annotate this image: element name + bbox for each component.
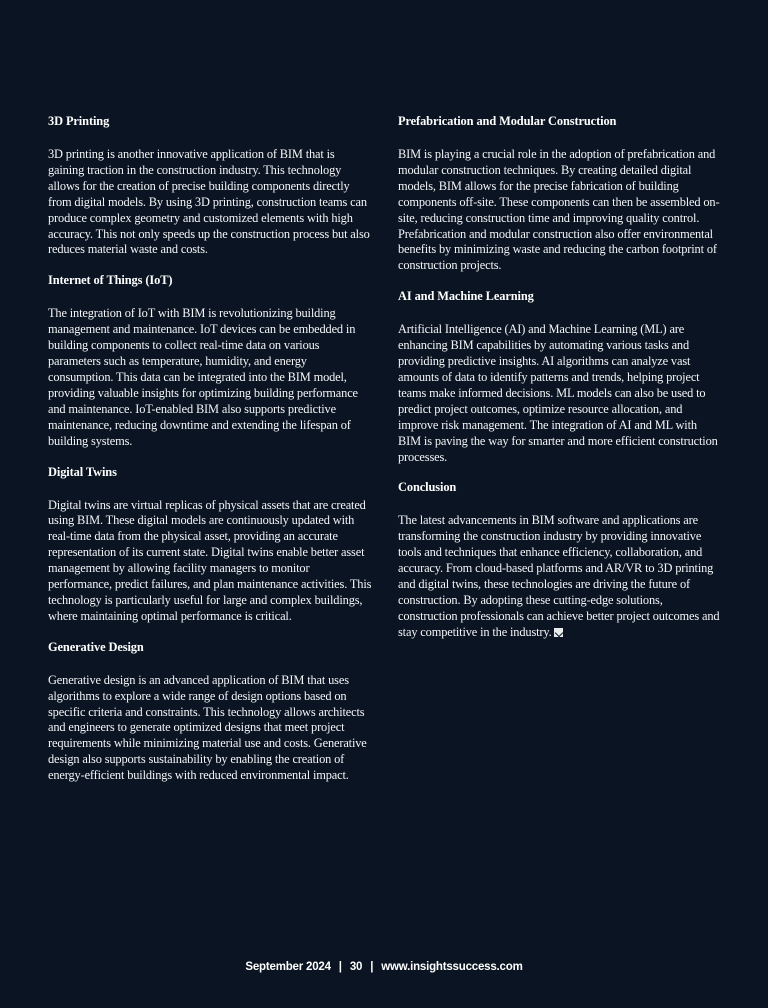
- section-conclusion: [398, 479, 722, 640]
- section-heading: Conclusion: [398, 480, 457, 495]
- section-heading: Digital Twins: [48, 464, 117, 479]
- section-3d-printing: [48, 113, 372, 258]
- section-heading: 3D Printing: [48, 114, 110, 128]
- section-generative-design: [48, 639, 372, 784]
- footer-date: September 2024: [245, 961, 331, 973]
- section-iot: [48, 272, 372, 449]
- section-heading: Internet of Things (IoT): [48, 273, 173, 288]
- section-body: 3D printing is another innovative application of BIM that is gaining traction in the construction industry. This technology allows for the creation of precise building components directly from digital models. By using 3D printing, construction teams can produce complex geometry and customized elements with high accuracy. This not only speeds up the construction process but also reduces material waste and costs.: [48, 147, 370, 257]
- section-body: Artificial Intelligence (AI) and Machine Learning (ML) are enhancing BIM capabilities by automating various tasks and providing predictive insights. AI algorithms can analyze vast amounts of data to identify patterns and trends, helping project teams make informed decisions. ML models can also be used to predict project outcomes, optimize resource allocation, and improve risk management. The integration of AI and ML with BIM is paving the way for smarter and more efficient construction processes.: [398, 322, 718, 464]
- page-number: 30: [349, 961, 363, 973]
- conclusion-text: The latest advancements in BIM software and applications are transforming the construction industry by providing innovative tools and techniques that enhance efficiency, collaboration, and accuracy. From cloud-based platforms and AR/VR to 3D printing and digital twins, these technologies are driving the future of construction. By adopting these cutting-edge solutions, construction professionals can achieve better project outcomes and stay competitive in the industry.: [398, 513, 720, 639]
- section-ai-ml: [398, 288, 722, 465]
- article-end-icon: [554, 628, 563, 637]
- left-column: [48, 113, 372, 798]
- section-body: [398, 513, 722, 640]
- footer-separator: |: [338, 961, 342, 973]
- section-body: The integration of IoT with BIM is revolutionizing building management and maintenance. IoT devices can be embedded in building components to collect real-time data on various parameters such as temperature, humidity, and energy consumption. This data can be integrated into the BIM model, providing valuable insights for optimizing building performance and maintenance. IoT-enabled BIM also supports predictive maintenance, reducing downtime and extending the lifespan of building systems.: [48, 306, 358, 448]
- section-digital-twins: [48, 464, 372, 625]
- section-heading: Generative Design: [48, 639, 144, 654]
- section-heading: AI and Machine Learning: [398, 289, 534, 304]
- section-body: Digital twins are virtual replicas of physical assets that are created using BIM. These digital models are continuously updated with real-time data from the physical asset, providing an accurate representation of its current state. Digital twins enable better asset management by allowing facility managers to monitor performance, predict failures, and plan maintenance activities. This technology is particularly useful for large and complex buildings, where maintaining optimal performance is critical.: [48, 497, 372, 623]
- section-heading: Prefabrication and Modular Construction: [398, 114, 617, 128]
- footer-website: www.insightssuccess.com: [381, 961, 523, 973]
- right-column: [398, 113, 722, 655]
- section-body: BIM is playing a crucial role in the adoption of prefabrication and modular construction techniques. By creating detailed digital models, BIM allows for the precise fabrication of building components off-site. These components can then be assembled on-site, reducing construction time and improving quality control. Prefabrication and modular construction also offer environmental benefits by minimizing waste and reducing the carbon footprint of construction projects.: [398, 147, 720, 273]
- section-body: Generative design is an advanced application of BIM that uses algorithms to explore a wide range of design options based on specific criteria and constraints. This technology allows architects and engineers to generate optimized designs that meet project requirements while minimizing material use and costs. Generative design also supports sustainability by enabling the creation of energy-efficient buildings with reduced environmental impact.: [48, 672, 367, 783]
- page-footer: [0, 961, 768, 973]
- section-prefabrication: [398, 113, 722, 274]
- footer-separator: |: [370, 961, 374, 973]
